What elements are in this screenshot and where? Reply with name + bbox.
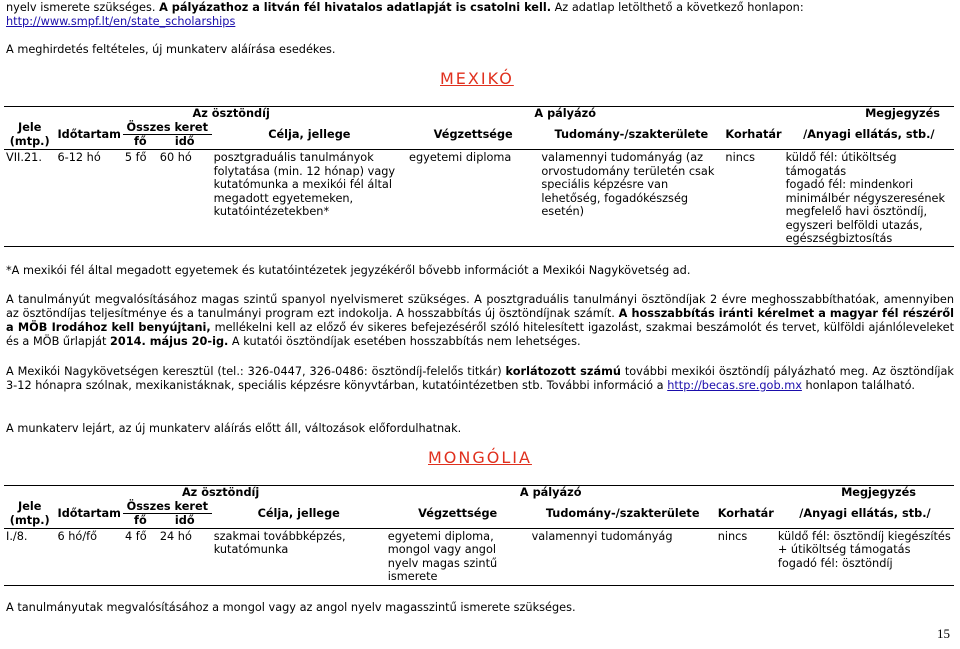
para2-text-d: honlapon található. [801, 379, 915, 392]
mexico-table [4, 106, 954, 247]
cell-jele: VII.21. [6, 151, 42, 164]
header-ido: idő [158, 135, 212, 149]
header-osztondij: Az ösztöndíj [192, 107, 270, 120]
cell-vegzettsege: egyetemi diploma [409, 151, 512, 164]
cell-tudomany: valamennyi tudományág (az orvostudomány területén csak speciális képzésre van lehetőség, fogadókészség esetén) [541, 151, 715, 218]
cell-anyagi: küldő fél: útiköltség támogatás fogadó fél: mindenkori minimálbér négyszeresének megfelelő havi ösztöndíj, egyszeri belföldi utazás, egészségbiztosítás [785, 151, 945, 245]
cell-ido: 24 hó [159, 529, 192, 543]
becas-link[interactable]: http://becas.sre.gob.mx [667, 379, 802, 392]
header-osztondij: Az ösztöndíj [181, 486, 260, 499]
header-idotartam: Időtartam [57, 128, 121, 141]
table-row [4, 150, 954, 247]
mexico-footnote: *A mexikói fél által megadott egyetemek és kutatóintézetek jegyzékéről bővebb információt a Mexikói Nagykövetség ad. [6, 264, 691, 277]
header-tudomany: Tudomány-/szakterülete [554, 128, 709, 141]
cell-vegzettsege: egyetemi diploma, mongol vagy angol nyelv magas szintű ismerete [387, 529, 498, 583]
page-number: 15 [937, 626, 950, 641]
header-mtp: (mtp.) [9, 134, 50, 148]
cell-celja: posztgraduális tanulmányok folytatása (min. 12 hónap) vagy kutatómunka a mexikói fél által megadott egyetemeken, kutatóintézetekben* [213, 151, 396, 218]
para2-text-bold: korlátozott számú [505, 365, 621, 378]
mexico-paragraph-1 [6, 293, 954, 349]
header-megjegyzes: Megjegyzés [841, 486, 916, 499]
header-mtp: (mtp.) [9, 513, 50, 527]
table-header-row [4, 500, 954, 514]
header-palyazo: A pályázó [519, 486, 582, 499]
table-header-row [4, 486, 954, 500]
para1-text-bold: A hosszabbítás iránti kérelmet a magyar fél részéről a MÖB Irodához kell benyújtani, [6, 307, 955, 334]
intro-line-1 [6, 1, 954, 15]
para1-text-c: mellékelni kell az előző év sikeres befejezéséről szóló hitelesített igazolást, szakmai beszámolót és tervet, külföldi ajánlóleveleket és a MÖB űrlapját [6, 321, 954, 348]
para1-text-e: A kutatói ösztöndíjak esetében hosszabbítás nem lehetséges. [228, 335, 581, 348]
mongolia-paragraph-1: A tanulmányutak megvalósításához a mongol vagy az angol nyelv magasszintű ismerete szükséges. [6, 601, 576, 614]
cell-fo: 5 fő [124, 151, 147, 164]
cell-fo: 4 fő [124, 529, 147, 543]
header-idotartam: Időtartam [57, 506, 121, 520]
table-row [4, 528, 954, 585]
table-header-row [4, 107, 954, 121]
header-osszes-keret: Összes keret [126, 120, 208, 134]
cell-jele: I./8. [6, 529, 28, 543]
cell-celja: szakmai továbbképzés, kutatómunka [213, 529, 346, 556]
header-vegzettsege: Végzettsége [418, 506, 498, 520]
intro-line-3: A meghirdetés feltételes, új munkaterv aláírása esedékes. [6, 43, 336, 56]
intro-text-a: nyelv ismerete szükséges. [6, 1, 160, 14]
header-anyagi: /Anyagi ellátás, stb./ [799, 506, 931, 520]
header-jele: Jele [18, 499, 42, 513]
cell-ido: 60 hó [159, 151, 192, 164]
intro-text-c: Az adatlap letölthető a következő honlapon: [550, 1, 804, 14]
header-ido: idő [158, 514, 212, 529]
intro-link-line [6, 15, 235, 29]
header-fo: fő [123, 135, 158, 149]
header-palyazo: A pályázó [534, 107, 596, 120]
mexico-paragraph-3: A munkaterv lejárt, az új munkaterv aláírás előtt áll, változások előfordulhatnak. [6, 422, 462, 435]
cell-korhatar: nincs [717, 529, 748, 543]
para2-text-a: A Mexikói Nagykövetségen keresztül (tel.: 326-0447, 326-0486: ösztöndíj-felelős titkár) [6, 365, 506, 378]
mongolia-table [4, 485, 954, 586]
header-anyagi: /Anyagi ellátás, stb./ [803, 128, 935, 141]
cell-idotartam: 6-12 hó [57, 151, 101, 164]
section-title-mexico: MEXIKÓ [440, 69, 514, 88]
header-vegzettsege: Végzettsége [433, 128, 513, 141]
header-korhatar: Korhatár [725, 128, 782, 141]
cell-tudomany: valamennyi tudományág [531, 529, 673, 543]
section-title-mongolia: MONGÓLIA [428, 448, 532, 467]
header-celja: Célja, jellege [257, 506, 340, 520]
cell-anyagi: küldő fél: ösztöndíj kiegészítés + útiköltség támogatás fogadó fél: ösztöndíj [777, 529, 951, 570]
para1-text-a: A tanulmányút megvalósításához magas szintű spanyol nyelvismeret szükséges. A posztgraduális tanulmányi ösztöndíjak 2 évre meghosszabbíthatóak, amennyiben az ösztöndíjas teljesítménye és a tanulmányi program ezt indokolja. A hosszabbítás új ösztöndíjnak számít. [6, 293, 954, 320]
header-fo: fő [123, 514, 158, 529]
para1-deadline: 2014. május 20-ig. [110, 335, 229, 348]
para2-text-c: további mexikói ösztöndíj pályázható meg. Az ösztöndíjak 3-12 hónapra szólnak, mexikanistáknak, speciális képzésre könyvtárban, kutatóintézetben stb. További információ a [6, 365, 954, 392]
header-korhatar: Korhatár [717, 506, 774, 520]
header-celja: Célja, jellege [268, 128, 351, 141]
mexico-paragraph-2 [6, 365, 954, 393]
cell-idotartam: 6 hó/fő [57, 529, 98, 543]
scholarship-link[interactable]: http://www.smpf.lt/en/state_scholarships [6, 15, 236, 28]
header-megjegyzes: Megjegyzés [865, 107, 940, 120]
header-tudomany: Tudomány-/szakterülete [545, 506, 700, 520]
header-osszes-keret: Összes keret [126, 499, 209, 513]
cell-korhatar: nincs [725, 151, 755, 164]
intro-text-bold: A pályázathoz a litván fél hivatalos adatlapját is csatolni kell. [159, 1, 551, 14]
table-header-row [4, 121, 954, 135]
header-jele: Jele [18, 120, 42, 134]
